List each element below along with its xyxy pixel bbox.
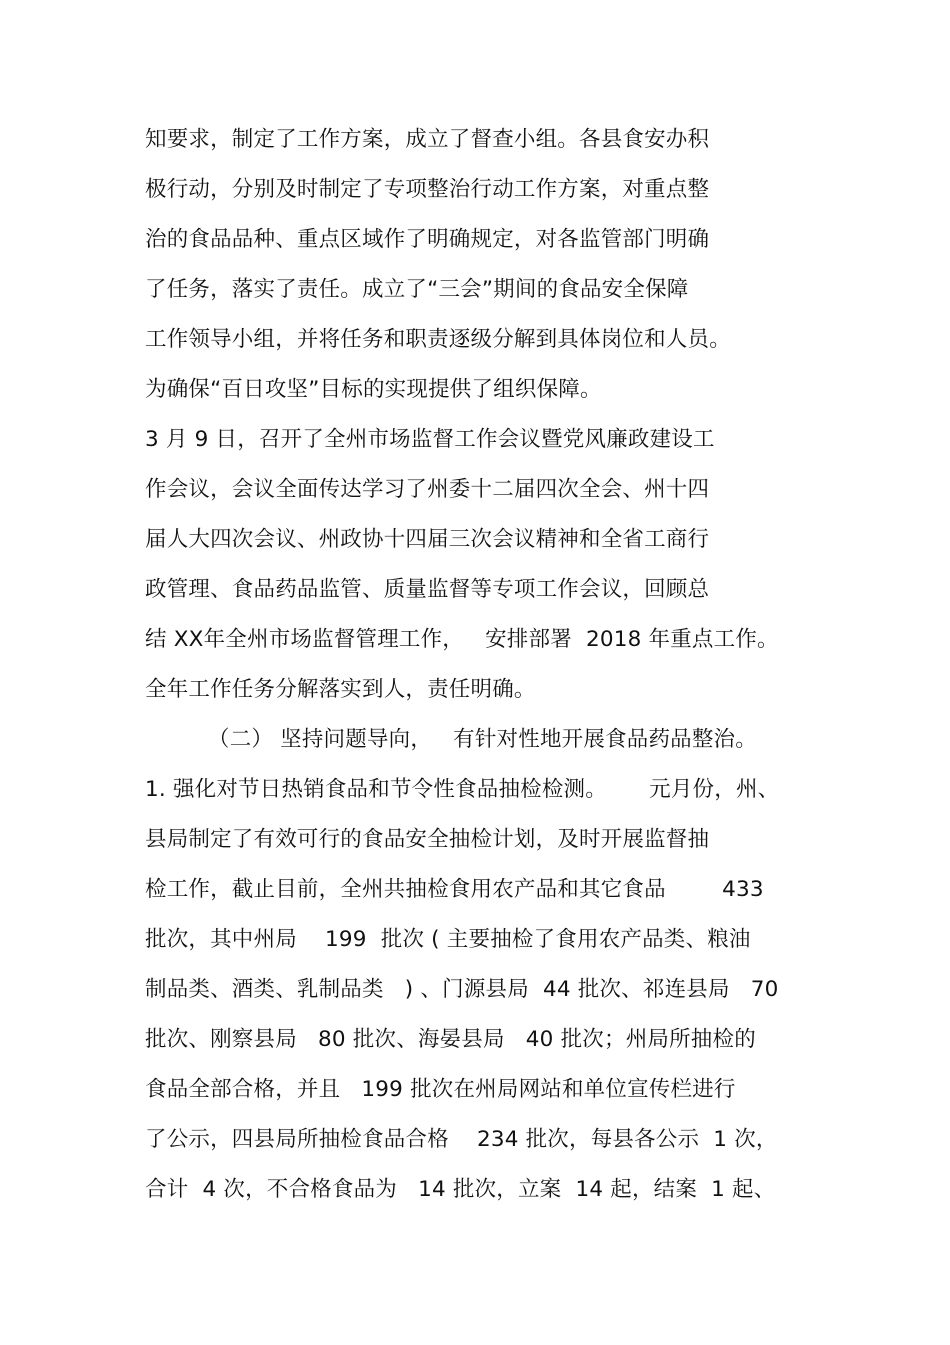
- body-text-line: 制品类、酒类、乳制品类 ) 、门源县局 44 批次、祁连县局 70: [145, 977, 779, 1002]
- body-text-line: 合计 4 次，不合格食品为 14 批次，立案 14 起，结案 1 起、: [145, 1177, 776, 1202]
- body-text-line: 为确保“百日攻坚”目标的实现提供了组织保障。: [145, 377, 602, 402]
- body-text-line: 结 XX年全州市场监督管理工作， 安排部署 2018 年重点工作。: [145, 627, 779, 652]
- body-text-line: 县局制定了有效可行的食品安全抽检计划，及时开展监督抽: [145, 827, 710, 852]
- body-text-line: 批次、刚察县局 80 批次、海晏县局 40 批次；州局所抽检的: [145, 1027, 756, 1052]
- body-text-line: 知要求，制定了工作方案，成立了督查小组。各县食安办积: [145, 127, 710, 152]
- body-text-line: 工作领导小组，并将任务和职责逐级分解到具体岗位和人员。: [145, 327, 731, 352]
- body-text-line: 检工作，截止目前，全州共抽检食用农产品和其它食品 433: [145, 877, 764, 902]
- body-text-line: 了公示，四县局所抽检食品合格 234 批次，每县各公示 1 次，: [145, 1127, 778, 1152]
- body-text-line: 1. 强化对节日热销食品和节令性食品抽检检测。 元月份，州、: [145, 777, 780, 802]
- body-text-line: 了任务，落实了责任。成立了“三会”期间的食品安全保障: [145, 277, 689, 302]
- section-heading: （二） 坚持问题导向， 有针对性地开展食品药品整治。: [208, 727, 757, 752]
- body-text-line: 届人大四次会议、州政协十四届三次会议精神和全省工商行: [145, 527, 710, 552]
- body-text-line: 政管理、食品药品监管、质量监督等专项工作会议，回顾总: [145, 577, 710, 602]
- body-text-line: 批次，其中州局 199 批次 ( 主要抽检了食用农产品类、粮油: [145, 927, 751, 952]
- body-text-line: 食品全部合格，并且 199 批次在州局网站和单位宣传栏进行: [145, 1077, 736, 1102]
- body-text-line: 极行动，分别及时制定了专项整治行动工作方案，对重点整: [145, 177, 710, 202]
- body-text-line: 3 月 9 日，召开了全州市场监督工作会议暨党风廉政建设工: [145, 427, 715, 452]
- body-text-line: 作会议，会议全面传达学习了州委十二届四次全会、州十四: [145, 477, 710, 502]
- body-text-line: 全年工作任务分解落实到人，责任明确。: [145, 677, 536, 702]
- body-text-line: 治的食品品种、重点区域作了明确规定，对各监管部门明确: [145, 227, 710, 252]
